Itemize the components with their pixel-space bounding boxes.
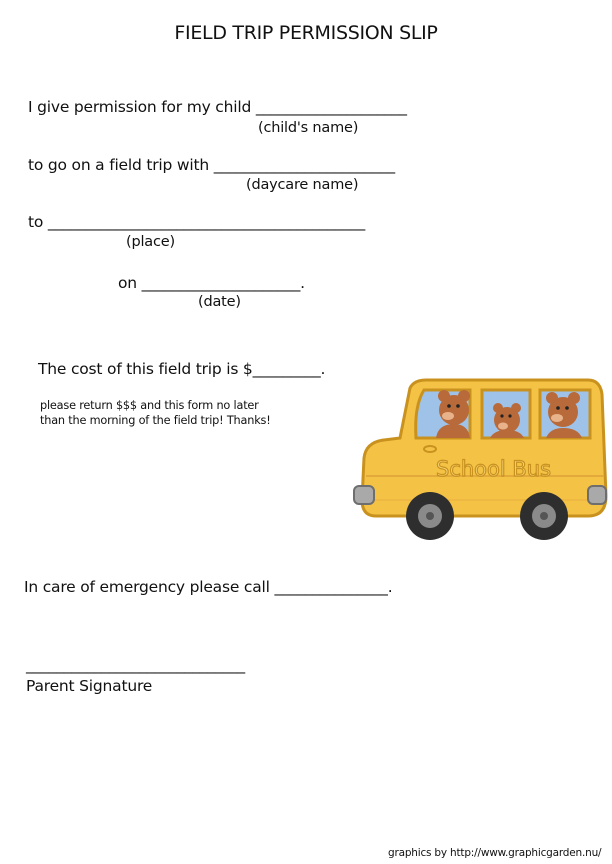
school-bus-illustration	[352, 376, 608, 546]
daycare-line: to go on a field trip with ________________________	[28, 156, 395, 174]
bus-label: School Bus	[436, 457, 552, 481]
front-bumper	[354, 486, 374, 504]
daycare-name-caption: (daycare name)	[246, 177, 359, 193]
childs-name-caption: (child's name)	[258, 120, 359, 136]
signature-line: _____________________________	[26, 656, 245, 674]
page-title: FIELD TRIP PERMISSION SLIP	[174, 22, 438, 44]
date-caption: (date)	[198, 294, 241, 310]
front-wheel	[406, 492, 454, 540]
cost-line: The cost of this field trip is $_________.	[38, 360, 326, 378]
signature-label: Parent Signature	[26, 677, 153, 695]
rear-bumper	[588, 486, 606, 504]
place-caption: (place)	[126, 234, 175, 250]
child-permission-line: I give permission for my child ____________________	[28, 98, 407, 116]
bear-driver	[436, 390, 470, 438]
place-line: to __________________________________________	[28, 213, 365, 231]
emergency-contact-line: In care of emergency please call _______________.	[24, 578, 393, 596]
return-note-line-1: please return $$$ and this form no later	[40, 399, 259, 412]
bear-passenger-1	[490, 403, 524, 438]
date-line: on _____________________.	[118, 274, 305, 292]
graphics-credit: graphics by http://www.graphicgarden.nu/	[388, 847, 602, 859]
rear-wheel	[520, 492, 568, 540]
return-note-line-2: than the morning of the field trip! Thanks!	[40, 414, 271, 427]
